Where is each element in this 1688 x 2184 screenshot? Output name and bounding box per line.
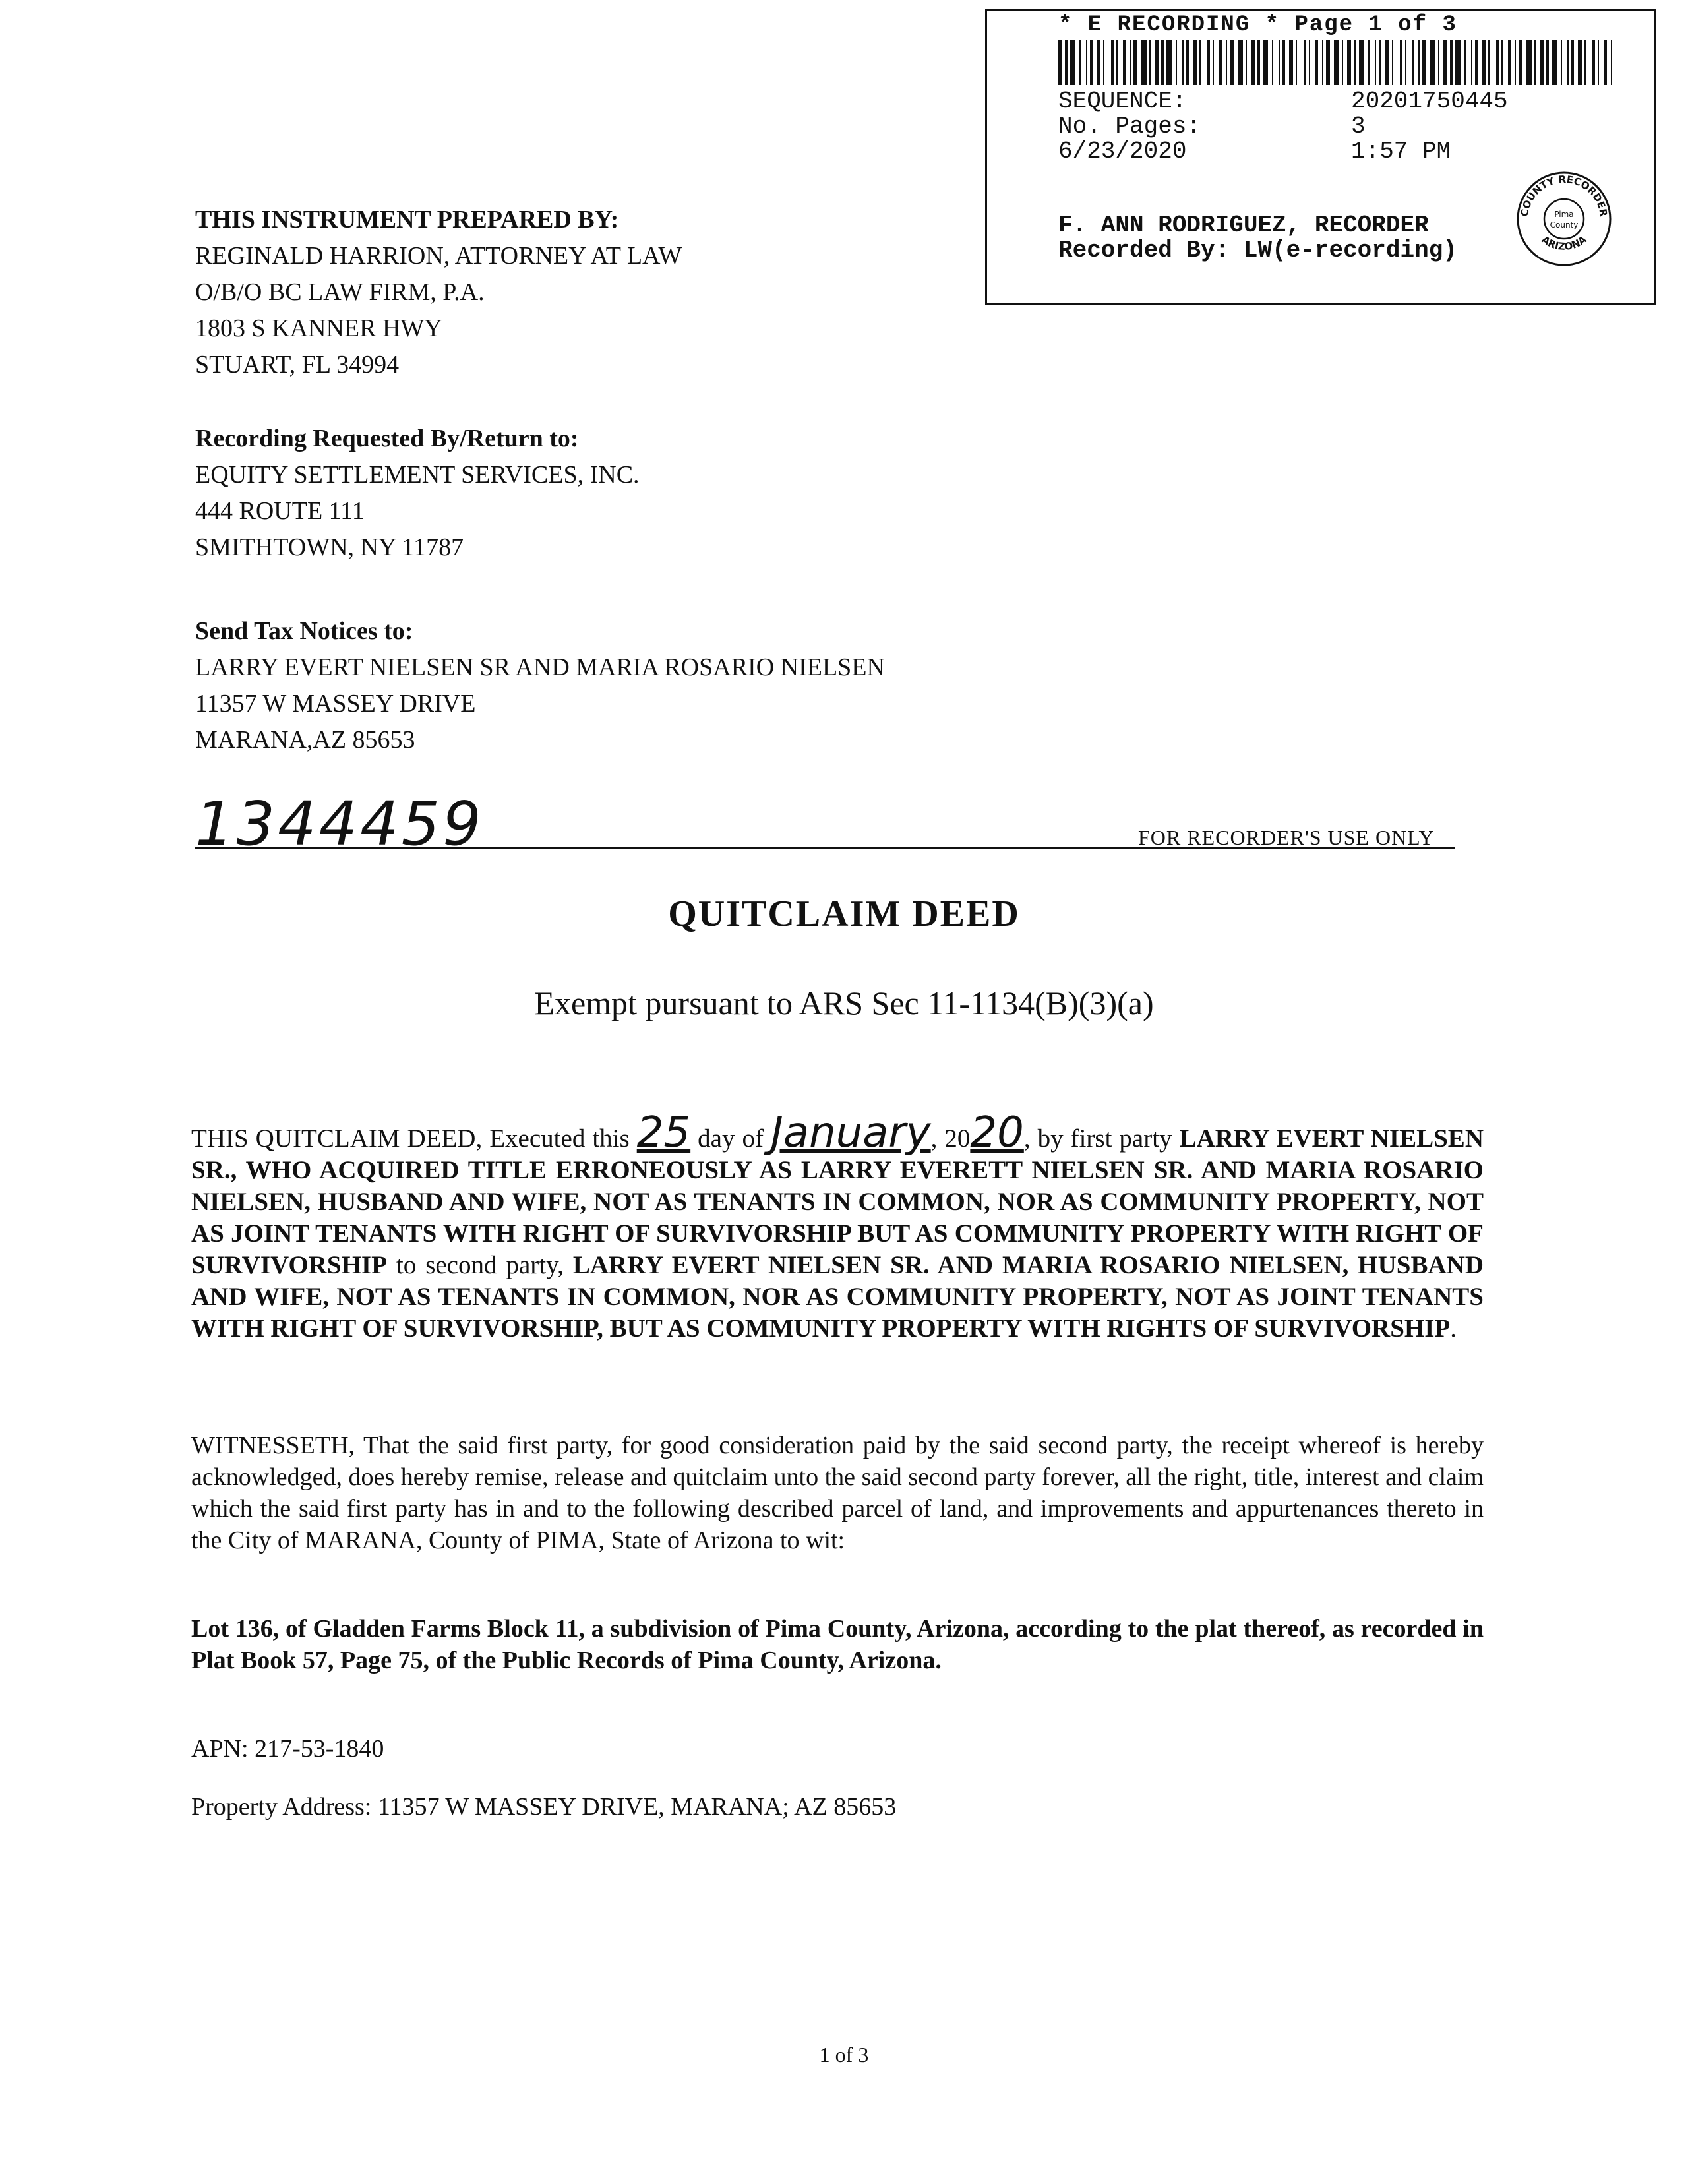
document-title: QUITCLAIM DEED bbox=[668, 894, 1020, 934]
prepared-by-heading: THIS INSTRUMENT PREPARED BY: bbox=[195, 206, 619, 233]
return-to-line: 444 ROUTE 111 bbox=[195, 497, 365, 525]
svg-text:County: County bbox=[1550, 220, 1579, 229]
prepared-by-line: STUART, FL 34994 bbox=[195, 351, 400, 379]
deed-year-prefix: , 20 bbox=[930, 1124, 971, 1153]
tax-notices-line: 11357 W MASSEY DRIVE bbox=[195, 690, 476, 717]
barcode bbox=[1058, 40, 1612, 85]
second-party: LARRY EVERT NIELSEN SR. AND MARIA ROSARIO NIELSEN, HUSBAND AND WIFE, NOT AS TENANTS IN COMMON, NOR AS COMMUNITY PROPERTY, NOT AS JOINT TENANTS WITH RIGHT OF SURVIVORSHIP, BUT AS COMMUNITY PROPERTY WITH RIGHTS OF SURVIVORSHIP bbox=[191, 1251, 1484, 1343]
tax-notices-line: LARRY EVERT NIELSEN SR AND MARIA ROSARIO NIELSEN bbox=[195, 653, 885, 681]
deed-day-of: day of bbox=[690, 1124, 771, 1153]
prepared-by-line: REGINALD HARRION, ATTORNEY AT LAW bbox=[195, 242, 682, 270]
deed-end: . bbox=[1450, 1314, 1457, 1343]
return-to-line: EQUITY SETTLEMENT SERVICES, INC. bbox=[195, 461, 640, 489]
svg-text:COUNTY RECORDER: COUNTY RECORDER bbox=[1518, 173, 1610, 218]
witnesseth-paragraph: WITNESSETH, That the said first party, for good consideration paid by the said second party, the receipt whereof is hereby acknowledged, does hereby remise, release and quitclaim unto the said second party forever, all the right, title, interest and claim which the said first party has in and to the following described parcel of land, and improvements and appurtenances thereto in the City of MARANA, County of PIMA, State of Arizona to wit: bbox=[191, 1432, 1484, 1554]
county-recorder-seal-icon bbox=[1515, 169, 1613, 268]
recorder-name: F. ANN RODRIGUEZ, RECORDER bbox=[1058, 212, 1429, 239]
prepared-by-line: O/B/O BC LAW FIRM, P.A. bbox=[195, 278, 485, 306]
sequence-label: SEQUENCE: bbox=[1058, 88, 1187, 115]
return-to-block bbox=[195, 421, 640, 566]
prepared-by-block bbox=[195, 202, 682, 383]
svg-text:ARIZONA: ARIZONA bbox=[1539, 233, 1589, 253]
tax-notices-heading: Send Tax Notices to: bbox=[195, 617, 413, 645]
recording-header: * E RECORDING * Page 1 of 3 bbox=[1058, 13, 1457, 38]
tax-notices-block bbox=[195, 613, 885, 758]
apn: APN: 217-53-1840 bbox=[191, 1735, 384, 1763]
legal-description: Lot 136, of Gladden Farms Block 11, a subdivision of Pima County, Arizona, according to the plat thereof, as recorded in Plat Book 57, Page 75, of the Public Records of Pima County, Arizona. bbox=[191, 1615, 1484, 1674]
recording-time: 1:57 PM bbox=[1351, 138, 1451, 165]
pages-label: No. Pages: bbox=[1058, 113, 1201, 140]
document-subtitle: Exempt pursuant to ARS Sec 11-1134(B)(3)(a) bbox=[534, 985, 1154, 1021]
handwritten-day: 25 bbox=[636, 1108, 691, 1157]
deed-to-second: to second party, bbox=[386, 1251, 573, 1279]
property-address: Property Address: 11357 W MASSEY DRIVE, MARANA; AZ 85653 bbox=[191, 1793, 897, 1821]
handwritten-number: 1344459 bbox=[195, 789, 484, 859]
recording-date: 6/23/2020 bbox=[1058, 138, 1187, 165]
recorders-use-label: FOR RECORDER'S USE ONLY bbox=[1138, 826, 1435, 849]
first-party: LARRY EVERT NIELSEN SR., WHO ACQUIRED TITLE ERRONEOUSLY AS LARRY EVERETT NIELSEN SR. AND MARIA ROSARIO NIELSEN, HUSBAND AND WIFE, NOT AS TENANTS IN COMMON, NOR AS COMMUNITY PROPERTY, NOT AS JOINT TENANTS WITH RIGHT OF SURVIVORSHIP BUT AS COMMUNITY PROPERTY WITH RIGHT OF SURVIVORSHIP bbox=[191, 1124, 1484, 1279]
deed-paragraph bbox=[191, 1108, 1484, 1345]
handwritten-year: 20 bbox=[970, 1108, 1024, 1157]
deed-lead: THIS QUITCLAIM DEED, Executed this bbox=[191, 1124, 637, 1153]
recorded-by: Recorded By: LW(e-recording) bbox=[1058, 237, 1457, 264]
tax-notices-line: MARANA,AZ 85653 bbox=[195, 726, 415, 754]
sequence-value: 20201750445 bbox=[1351, 88, 1508, 115]
return-to-line: SMITHTOWN, NY 11787 bbox=[195, 533, 464, 561]
svg-text:Pima: Pima bbox=[1554, 210, 1574, 219]
page-number: 1 of 3 bbox=[819, 2043, 869, 2067]
recorder-stamp-box bbox=[985, 9, 1656, 305]
deed-by-first: , by first party bbox=[1023, 1124, 1180, 1153]
handwritten-month: January bbox=[770, 1108, 931, 1157]
prepared-by-line: 1803 S KANNER HWY bbox=[195, 315, 442, 342]
pages-value: 3 bbox=[1351, 113, 1366, 140]
return-to-heading: Recording Requested By/Return to: bbox=[195, 425, 579, 452]
